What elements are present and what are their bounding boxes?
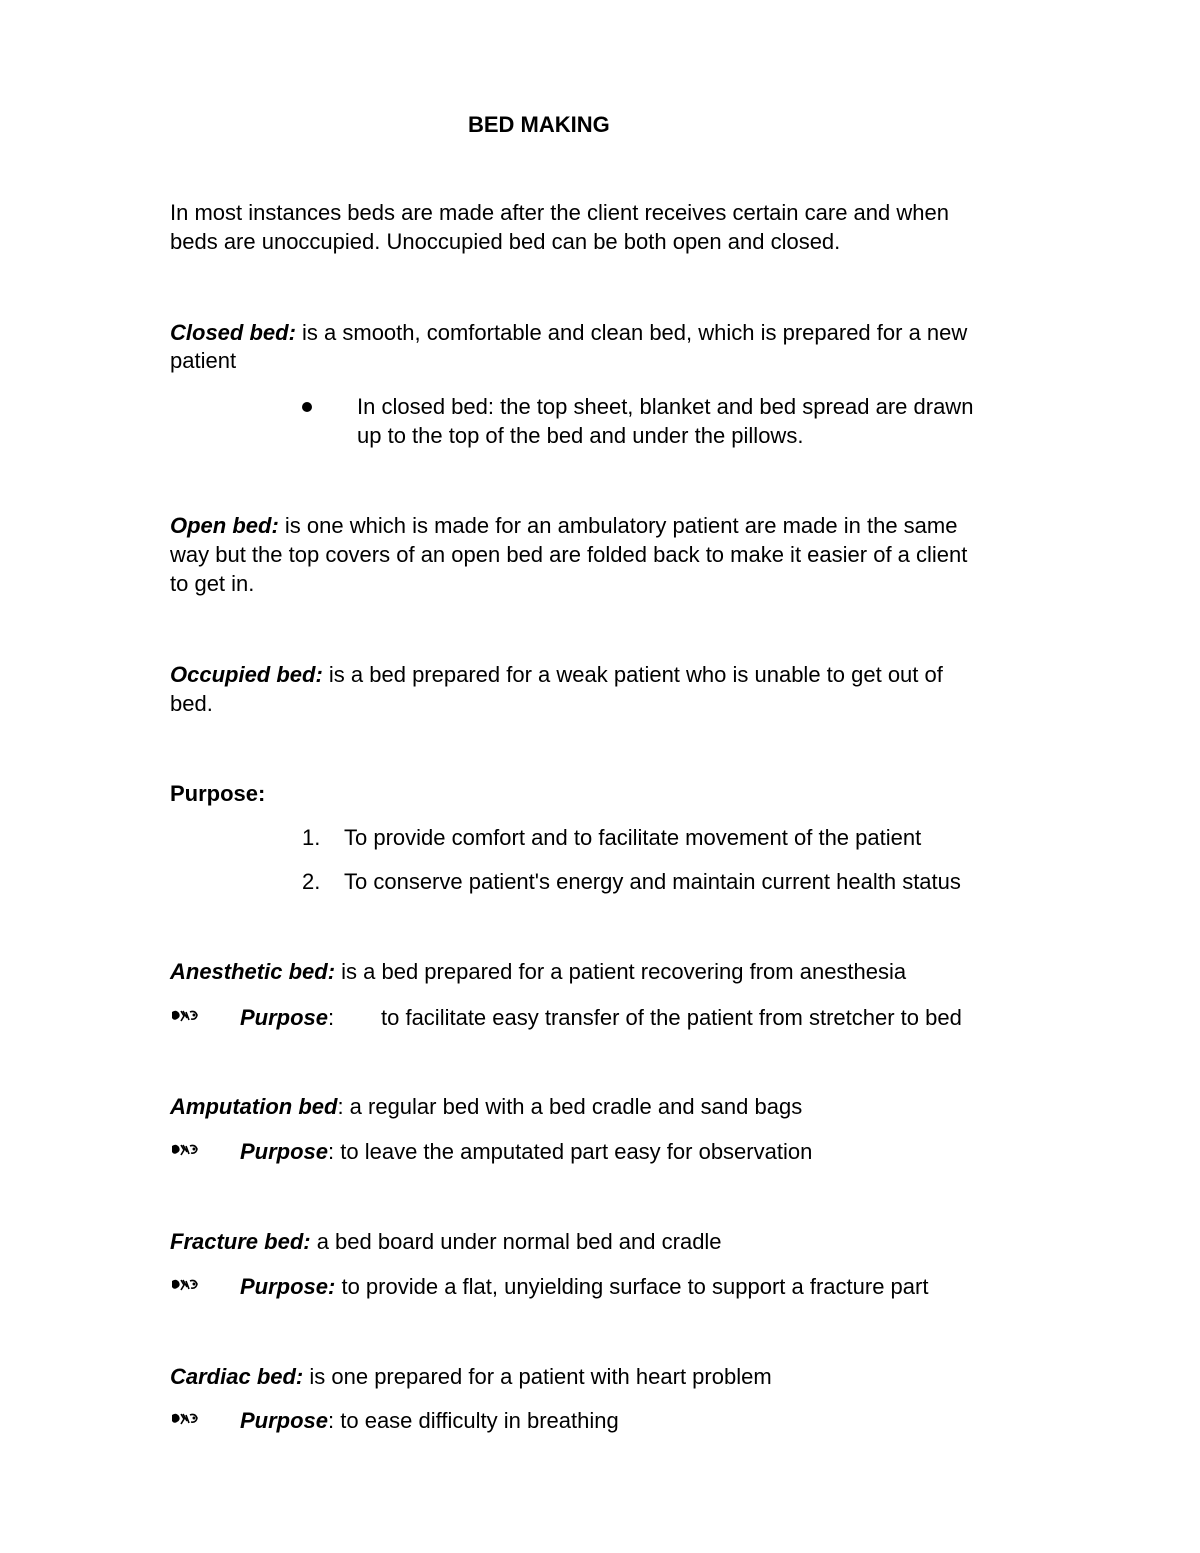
fracture-bed-definition: [170, 1227, 722, 1256]
amputation-bed-term: Amputation bed: [170, 1094, 338, 1119]
purpose-item-1-num: 1.: [302, 825, 321, 850]
open-bed-def-3: to get in.: [170, 571, 255, 596]
anesthetic-purpose-label: Purpose: [240, 1005, 329, 1030]
amputation-purpose: [240, 1137, 812, 1166]
closed-bed-definition: [170, 318, 967, 347]
occupied-bed-def-1: is a bed prepared for a weak patient who is unable to get out of: [322, 662, 943, 687]
cardiac-bed-def: is one prepared for a patient with heart problem: [303, 1364, 772, 1389]
decorative-wingding-bullet-icon: [170, 1411, 200, 1427]
cardiac-bed-definition: [170, 1362, 772, 1391]
closed-bed-bullet-line-2: up to the top of the bed and under the pillows.: [357, 423, 804, 448]
fracture-purpose-label: Purpose:: [240, 1274, 336, 1299]
closed-bed-term: Closed bed:: [170, 320, 296, 345]
intro-line-1: In most instances beds are made after the client receives certain care and when: [170, 200, 949, 225]
purpose-item-2-num: 2.: [302, 869, 321, 894]
occupied-bed-def-2: bed.: [170, 691, 213, 716]
open-bed-def-2: way but the top covers of an open bed are folded back to make it easier of a client: [170, 542, 968, 567]
amputation-bed-def: : a regular bed with a bed cradle and sand bags: [337, 1094, 803, 1119]
closed-bed-def-2: patient: [170, 348, 237, 373]
cardiac-purpose-text: : to ease difficulty in breathing: [328, 1408, 619, 1433]
occupied-bed-term: Occupied bed:: [170, 662, 323, 687]
amputation-purpose-label: Purpose: [240, 1139, 329, 1164]
fracture-bed-def: a bed board under normal bed and cradle: [310, 1229, 722, 1254]
fracture-purpose-text: to provide a flat, unyielding surface to support a fracture part: [335, 1274, 929, 1299]
purpose-heading: Purpose:: [170, 781, 266, 806]
purpose-item-2-text: To conserve patient's energy and maintain current health status: [344, 869, 961, 894]
closed-bed-def-1: is a smooth, comfortable and clean bed, which is prepared for a new: [295, 320, 968, 345]
decorative-wingding-bullet-icon: [170, 1277, 200, 1293]
anesthetic-purpose: [240, 1003, 334, 1032]
amputation-purpose-text: : to leave the amputated part easy for observation: [328, 1139, 813, 1164]
filled-circle-bullet-icon: [302, 402, 312, 412]
decorative-wingding-bullet-icon: [170, 1008, 200, 1024]
occupied-bed-definition: [170, 660, 943, 689]
intro-line-2: beds are unoccupied. Unoccupied bed can be both open and closed.: [170, 229, 841, 254]
anesthetic-purpose-text: to facilitate easy transfer of the patient from stretcher to bed: [381, 1005, 962, 1030]
open-bed-definition: [170, 511, 957, 540]
decorative-wingding-bullet-icon: [170, 1142, 200, 1158]
purpose-item-1-text: To provide comfort and to facilitate movement of the patient: [344, 825, 922, 850]
anesthetic-purpose-sep: :: [328, 1005, 335, 1030]
cardiac-purpose: [240, 1406, 619, 1435]
document-title: BED MAKING: [468, 112, 610, 137]
open-bed-def-1: is one which is made for an ambulatory patient are made in the same: [278, 513, 958, 538]
anesthetic-bed-term: Anesthetic bed:: [170, 959, 336, 984]
cardiac-bed-term: Cardiac bed:: [170, 1364, 304, 1389]
amputation-bed-definition: [170, 1092, 802, 1121]
closed-bed-bullet-line-1: In closed bed: the top sheet, blanket and bed spread are drawn: [357, 394, 974, 419]
anesthetic-bed-def: is a bed prepared for a patient recovering from anesthesia: [335, 959, 907, 984]
fracture-purpose: [240, 1272, 928, 1301]
fracture-bed-term: Fracture bed:: [170, 1229, 311, 1254]
open-bed-term: Open bed:: [170, 513, 279, 538]
anesthetic-bed-definition: [170, 957, 906, 986]
cardiac-purpose-label: Purpose: [240, 1408, 329, 1433]
